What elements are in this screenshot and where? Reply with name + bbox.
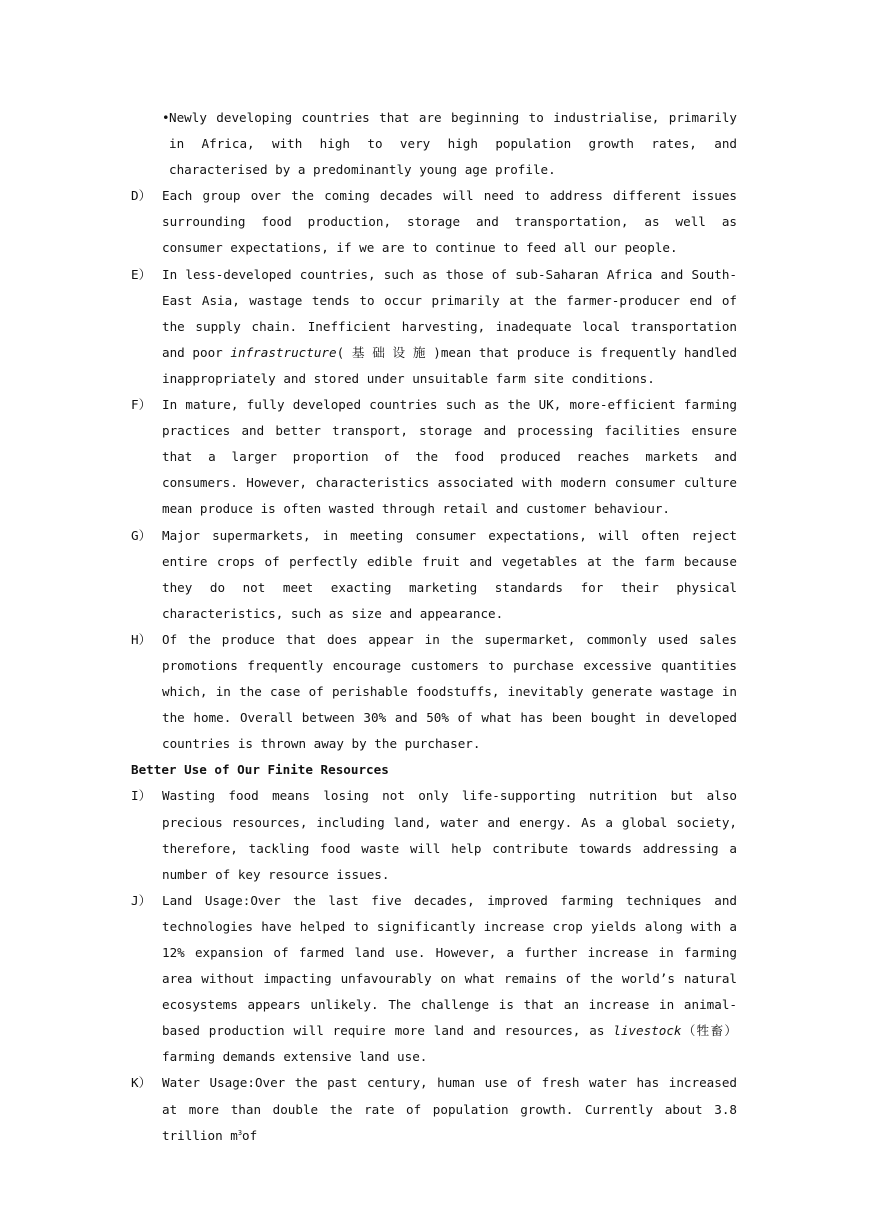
paragraph-text: Major supermarkets, in meeting consumer expectations, will often reject entire crops of perfectly edible fruit and vegetables at the farm because they do not meet exacting marketing standards for their physical characteristics, such as size and appearance. xyxy=(162,527,737,621)
gloss-chinese: ( 基 础 设 施 ) xyxy=(336,344,441,360)
paragraph-j xyxy=(131,888,737,1071)
paragraph-text-cont: of xyxy=(242,1127,258,1143)
text-body xyxy=(131,105,737,1149)
bullet-paragraph xyxy=(162,105,737,183)
paragraph-text-cont: farming demands extensive land use. xyxy=(162,1049,428,1065)
paragraph-marker: K） xyxy=(131,1075,152,1091)
term-livestock: livestock xyxy=(613,1023,682,1039)
paragraph-text: Land Usage:Over the last five decades, improved farming techniques and technologies have helped to significantly increase crop yields along with a 12% expansion of farmed land use. However, a further increase in farming area without impacting unfavourably on what remains of the world’s natural ecosystems appears unlikely. The challenge is that an increase in animal-based production will require more land and resources, as xyxy=(162,892,737,1039)
paragraph-g xyxy=(131,523,737,627)
paragraph-marker: F） xyxy=(131,397,152,413)
paragraph-text: Wasting food means losing not only life-supporting nutrition but also precious resources, including land, water and energy. As a global society, therefore, tackling food waste will help contribute towards addressing a number of key resource issues. xyxy=(162,788,737,882)
term-infrastructure: infrastructure xyxy=(230,344,337,360)
paragraph-i xyxy=(131,783,737,887)
paragraph-text: In mature, fully developed countries such as the UK, more-efficient farming practices and better transport, storage and processing facilities ensure that a larger proportion of the food produced reaches markets and consumers. However, characteristics associated with modern consumer culture mean produce is often wasted through retail and customer behaviour. xyxy=(162,397,737,517)
paragraph-text: Water Usage:Over the past century, human use of fresh water has increased at more than double the rate of population growth. Currently about 3.8 trillion m xyxy=(162,1075,737,1143)
paragraph-e xyxy=(131,262,737,392)
paragraph-marker: H） xyxy=(131,631,152,647)
paragraph-text: Newly developing countries that are beginning to industrialise, primarily in Africa, with high to very high population growth rates, and characterised by a predominantly young age profile. xyxy=(169,110,737,178)
paragraph-marker: D） xyxy=(131,188,152,204)
paragraph-d xyxy=(131,183,737,261)
paragraph-f xyxy=(131,392,737,522)
paragraph-marker: G） xyxy=(131,527,152,543)
paragraph-k xyxy=(131,1070,737,1148)
paragraph-text: In less-developed countries, such as those of sub-Saharan Africa and South-East Asia, wastage tends to occur primarily at the farmer-producer end of the supply chain. Inefficient harvesting, inadequate local transportation and poor xyxy=(162,266,737,360)
paragraph-marker: I） xyxy=(131,788,152,804)
paragraph-h xyxy=(131,627,737,757)
paragraph-text: Of the produce that does appear in the supermarket, commonly used sales promotions frequently encourage customers to purchase excessive quantities which, in the case of perishable foodstuffs, inevitably generate wastage in the home. Overall between 30% and 50% of what has been bought in developed countries is thrown away by the purchaser. xyxy=(162,631,737,752)
superscript: 3 xyxy=(237,1128,243,1137)
paragraph-text: Each group over the coming decades will need to address different issues surrounding food production, storage and transportation, as well as consumer expectations, if we are to continue to feed all our people. xyxy=(162,188,737,256)
paragraph-text-cont: mean that produce is frequently handled inappropriately and stored under unsuitable farm site conditions. xyxy=(162,344,737,386)
gloss-chinese: （牲畜） xyxy=(681,1023,738,1039)
paragraph-marker: E） xyxy=(131,266,152,282)
section-heading: Better Use of Our Finite Resources xyxy=(131,762,389,778)
paragraph-marker: J） xyxy=(131,892,152,908)
bullet-marker: • xyxy=(162,110,170,125)
